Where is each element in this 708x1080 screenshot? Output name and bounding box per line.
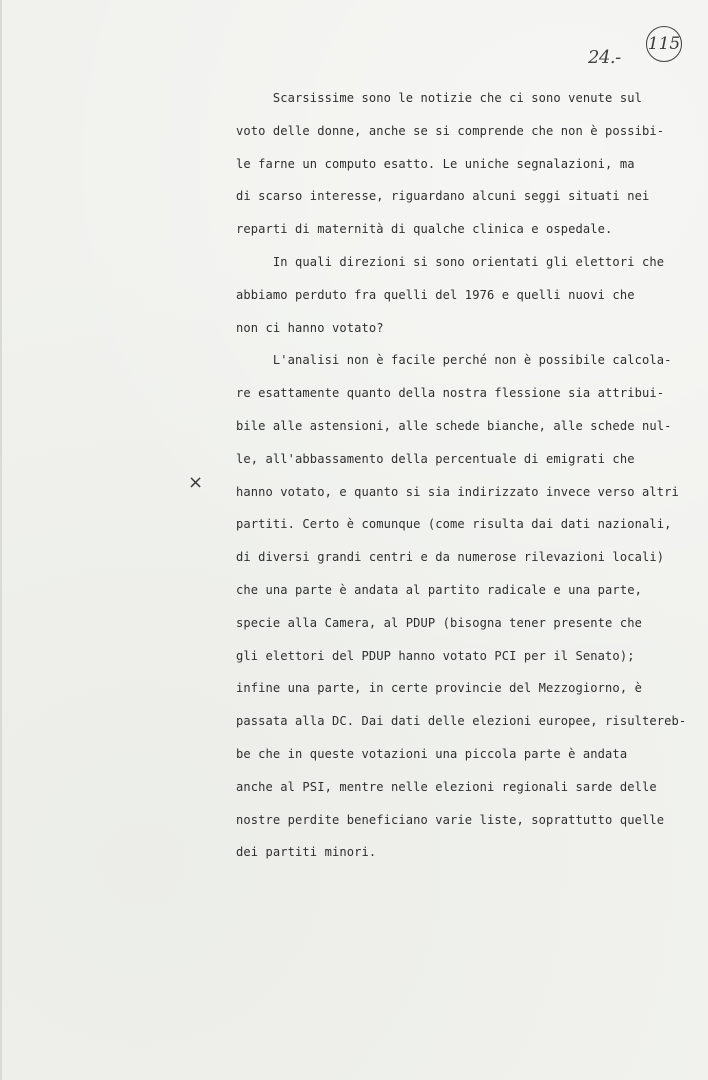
text-line: Scarsissime sono le notizie che ci sono venute sul — [236, 91, 642, 105]
margin-cross-mark: × — [188, 472, 204, 493]
text-line: gli elettori del PDUP hanno votato PCI per il Senato); — [236, 648, 635, 663]
text-line: infine una parte, in certe provincie del Mezzogiorno, è — [236, 681, 642, 696]
handwritten-page-label: 24.- — [588, 47, 621, 68]
text-line: anche al PSI, mentre nelle elezioni regionali sarde delle — [236, 779, 657, 794]
page-number-annotation — [588, 24, 698, 72]
text-line: re esattamente quanto della nostra flessione sia attribui- — [236, 386, 665, 401]
text-line: passata alla DC. Dai dati delle elezioni europee, risultereb- — [236, 714, 687, 729]
text-line: bile alle astensioni, alle schede bianche, alle schede nul- — [236, 418, 672, 433]
text-line: non ci hanno votato? — [236, 320, 384, 335]
text-line: hanno votato, e quanto si sia indirizzato invece verso altri — [236, 484, 679, 499]
text-line: di diversi grandi centri e da numerose rilevazioni locali) — [236, 550, 665, 565]
text-line: le, all'abbassamento della percentuale di emigrati che — [236, 451, 635, 466]
circled-page-number: 115 — [646, 26, 682, 62]
text-line: specie alla Camera, al PDUP (bisogna tener presente che — [236, 615, 642, 630]
text-line: In quali direzioni si sono orientati gli elettori che — [236, 254, 665, 269]
text-line: dei partiti minori. — [236, 845, 377, 860]
text-line: di scarso interesse, riguardano alcuni seggi situati nei — [236, 189, 650, 204]
text-line: L'analisi non è facile perché non è possibile calcola- — [236, 353, 672, 368]
text-line: partiti. Certo è comunque (come risulta dai dati nazionali, — [236, 517, 672, 532]
text-line: be che in queste votazioni una piccola parte è andata — [236, 746, 628, 761]
text-line: voto delle donne, anche se si comprende che non è possibi- — [236, 123, 665, 138]
text-line: che una parte è andata al partito radicale e una parte, — [236, 582, 642, 597]
text-line: reparti di maternità di qualche clinica e ospedale. — [236, 222, 613, 237]
text-line: nostre perdite beneficiano varie liste, soprattutto quelle — [236, 812, 665, 827]
text-line: abbiamo perduto fra quelli del 1976 e quelli nuovi che — [236, 287, 635, 302]
typed-text-block — [236, 82, 687, 869]
text-line: le farne un computo esatto. Le uniche segnalazioni, ma — [236, 156, 635, 171]
